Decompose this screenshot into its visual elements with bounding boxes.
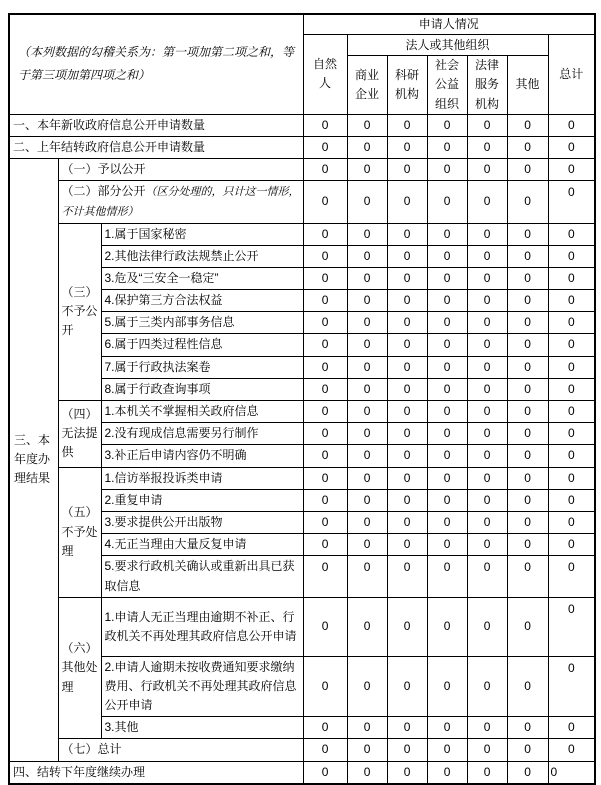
cell-value: 0 bbox=[347, 356, 387, 378]
row-label-carry-to-next-year: 四、结转下年度继续办理 bbox=[9, 761, 303, 784]
cell-value: 0 bbox=[507, 378, 548, 400]
cell-value: 0 bbox=[467, 445, 507, 467]
cell-value: 0 bbox=[347, 136, 387, 158]
cell-value: 0 bbox=[507, 334, 548, 356]
row-label-admin-inquiry: 8.属于行政查询事项 bbox=[101, 378, 303, 400]
row-label-needs-creation: 2.没有现成信息需要另行制作 bbox=[101, 423, 303, 445]
cell-value: 0 bbox=[303, 467, 347, 489]
cell-value: 0 bbox=[427, 401, 467, 423]
cell-value: 0 bbox=[427, 597, 467, 656]
cell-value: 0 bbox=[387, 534, 427, 556]
cell-value: 0 bbox=[387, 445, 427, 467]
cell-value: 0 bbox=[347, 312, 387, 334]
cell-value: 0 bbox=[303, 334, 347, 356]
cell-value: 0 bbox=[303, 556, 347, 597]
cell-value: 0 bbox=[347, 761, 387, 784]
cell-value: 0 bbox=[467, 290, 507, 312]
cell-value: 0 bbox=[387, 717, 427, 739]
cell-value: 0 bbox=[303, 511, 347, 533]
cell-value: 0 bbox=[303, 489, 347, 511]
cell-value: 0 bbox=[467, 223, 507, 245]
cell-value: 0 bbox=[387, 181, 427, 223]
cell-value: 0 bbox=[548, 136, 595, 158]
cell-value: 0 bbox=[387, 467, 427, 489]
cell-value: 0 bbox=[387, 378, 427, 400]
row-label-new-requests: 一、本年新收政府信息公开申请数量 bbox=[9, 114, 303, 136]
cell-value: 0 bbox=[427, 656, 467, 717]
cell-value: 0 bbox=[507, 159, 548, 181]
cell-value: 0 bbox=[303, 761, 347, 784]
cell-value: 0 bbox=[467, 114, 507, 136]
cell-value: 0 bbox=[507, 423, 548, 445]
cell-value: 0 bbox=[427, 717, 467, 739]
cell-value: 0 bbox=[548, 223, 595, 245]
cell-value: 0 bbox=[347, 656, 387, 717]
row-label-petition-complaint: 1.信访举报投诉类申请 bbox=[101, 467, 303, 489]
cell-value: 0 bbox=[507, 467, 548, 489]
cell-value: 0 bbox=[427, 423, 467, 445]
subsection-label-other-handling: （六）其他处理 bbox=[58, 597, 101, 739]
cell-value: 0 bbox=[387, 159, 427, 181]
row-label-internal-affairs: 5.属于三类内部事务信息 bbox=[101, 312, 303, 334]
cell-value: 0 bbox=[467, 401, 507, 423]
cell-value: 0 bbox=[467, 312, 507, 334]
cell-value: 0 bbox=[548, 267, 595, 289]
row-label-not-held: 1.本机关不掌握相关政府信息 bbox=[101, 401, 303, 423]
row-label-no-correction: 1.申请人无正当理由逾期不补正、行政机关不再处理其政府信息公开申请 bbox=[101, 597, 303, 656]
cell-value: 0 bbox=[507, 267, 548, 289]
cell-value: 0 bbox=[548, 245, 595, 267]
cell-value: 0 bbox=[507, 717, 548, 739]
cell-value: 0 bbox=[387, 114, 427, 136]
cell-value: 0 bbox=[507, 136, 548, 158]
cell-value: 0 bbox=[347, 511, 387, 533]
cell-value: 0 bbox=[387, 597, 427, 656]
cell-value: 0 bbox=[427, 511, 467, 533]
cell-value: 0 bbox=[467, 159, 507, 181]
cell-value: 0 bbox=[427, 312, 467, 334]
cell-value: 0 bbox=[347, 467, 387, 489]
cell-value: 0 bbox=[427, 267, 467, 289]
cell-value: 0 bbox=[387, 267, 427, 289]
row-label-process-info: 6.属于四类过程性信息 bbox=[101, 334, 303, 356]
cell-value: 0 bbox=[467, 761, 507, 784]
subsection-label-denied: （三）不予公开 bbox=[58, 223, 101, 401]
cell-value: 0 bbox=[507, 181, 548, 223]
cell-value: 0 bbox=[303, 159, 347, 181]
cell-value: 0 bbox=[347, 739, 387, 761]
cell-value: 0 bbox=[347, 401, 387, 423]
subsection-label-unable-provide: （四）无法提供 bbox=[58, 401, 101, 468]
cell-value: 0 bbox=[387, 290, 427, 312]
cell-value: 0 bbox=[427, 556, 467, 597]
cell-value: 0 bbox=[303, 717, 347, 739]
cell-value: 0 bbox=[303, 656, 347, 717]
cell-value: 0 bbox=[303, 401, 347, 423]
header-legal-service-org: 法律服务机构 bbox=[467, 56, 507, 115]
cell-value: 0 bbox=[467, 378, 507, 400]
header-public-welfare-org: 社会公益组织 bbox=[427, 56, 467, 115]
cell-value: 0 bbox=[507, 597, 548, 656]
cell-value: 0 bbox=[427, 739, 467, 761]
row-label-partial bbox=[58, 181, 303, 223]
cell-value: 0 bbox=[548, 656, 595, 717]
cell-value: 0 bbox=[467, 267, 507, 289]
cell-value: 0 bbox=[548, 356, 595, 378]
cell-value: 0 bbox=[303, 597, 347, 656]
cell-value: 0 bbox=[347, 181, 387, 223]
cell-value: 0 bbox=[387, 312, 427, 334]
cell-value: 0 bbox=[303, 534, 347, 556]
cell-value: 0 bbox=[507, 290, 548, 312]
cell-value: 0 bbox=[548, 717, 595, 739]
cell-value: 0 bbox=[427, 489, 467, 511]
cell-value: 0 bbox=[507, 489, 548, 511]
row-label-unpaid-fee: 2.申请人逾期未按收费通知要求缴纳费用、行政机关不再处理其政府信息公开申请 bbox=[101, 656, 303, 717]
cell-value: 0 bbox=[548, 467, 595, 489]
partial-note: （区分处理的，只计这一情形，不计其他情形） bbox=[61, 186, 300, 218]
cell-value: 0 bbox=[427, 159, 467, 181]
cell-value: 0 bbox=[303, 223, 347, 245]
row-label-other-law-prohibited: 2.其他法律行政法规禁止公开 bbox=[101, 245, 303, 267]
cell-value: 0 bbox=[467, 423, 507, 445]
cell-value: 0 bbox=[427, 467, 467, 489]
cell-value: 0 bbox=[467, 245, 507, 267]
cell-value: 0 bbox=[347, 378, 387, 400]
page bbox=[0, 13, 601, 779]
cell-value: 0 bbox=[347, 159, 387, 181]
cell-value: 0 bbox=[548, 489, 595, 511]
section-label-results: 三、本年度办理结果 bbox=[9, 159, 58, 762]
cell-value: 0 bbox=[467, 534, 507, 556]
cell-value: 0 bbox=[548, 401, 595, 423]
cell-value: 0 bbox=[548, 334, 595, 356]
cell-value: 0 bbox=[548, 181, 595, 223]
cell-value: 0 bbox=[387, 401, 427, 423]
cell-value: 0 bbox=[303, 312, 347, 334]
cell-value: 0 bbox=[548, 312, 595, 334]
cell-value: 0 bbox=[347, 445, 387, 467]
cell-value: 0 bbox=[303, 378, 347, 400]
cell-value: 0 bbox=[548, 290, 595, 312]
cell-value: 0 bbox=[347, 489, 387, 511]
cell-value: 0 bbox=[303, 445, 347, 467]
cell-value: 0 bbox=[347, 290, 387, 312]
cell-value: 0 bbox=[303, 423, 347, 445]
cell-value: 0 bbox=[507, 445, 548, 467]
relation-note: （本列数据的勾稽关系为：第一项加第二项之和，等于第三项加第四项之和） bbox=[9, 14, 303, 114]
cell-value: 0 bbox=[467, 181, 507, 223]
cell-value: 0 bbox=[303, 739, 347, 761]
cell-value: 0 bbox=[387, 334, 427, 356]
cell-value: 0 bbox=[427, 290, 467, 312]
statistics-table bbox=[8, 13, 596, 785]
subsection-label-not-processed: （五）不予处理 bbox=[58, 467, 101, 597]
cell-value: 0 bbox=[427, 356, 467, 378]
cell-value: 0 bbox=[387, 511, 427, 533]
cell-value: 0 bbox=[467, 467, 507, 489]
cell-value: 0 bbox=[347, 114, 387, 136]
cell-value: 0 bbox=[347, 423, 387, 445]
cell-value: 0 bbox=[347, 534, 387, 556]
cell-value: 0 bbox=[548, 114, 595, 136]
cell-value: 0 bbox=[303, 114, 347, 136]
row-label-state-secret: 1.属于国家秘密 bbox=[101, 223, 303, 245]
cell-value: 0 bbox=[548, 597, 595, 656]
row-label-reconfirm-info: 5.要求行政机关确认或重新出具已获取信息 bbox=[101, 556, 303, 597]
cell-value: 0 bbox=[347, 223, 387, 245]
cell-value: 0 bbox=[548, 511, 595, 533]
cell-value: 0 bbox=[467, 739, 507, 761]
cell-value: 0 bbox=[548, 423, 595, 445]
cell-value: 0 bbox=[387, 739, 427, 761]
cell-value: 0 bbox=[548, 534, 595, 556]
cell-value: 0 bbox=[507, 114, 548, 136]
row-label-carried-over-requests: 二、上年结转政府信息公开申请数量 bbox=[9, 136, 303, 158]
cell-value: 0 bbox=[548, 159, 595, 181]
cell-value: 0 bbox=[387, 489, 427, 511]
cell-value: 0 bbox=[347, 556, 387, 597]
cell-value: 0 bbox=[467, 136, 507, 158]
cell-value: 0 bbox=[427, 378, 467, 400]
cell-value: 0 bbox=[387, 656, 427, 717]
cell-value: 0 bbox=[507, 761, 548, 784]
partial-label: （二）部分公开 bbox=[61, 184, 146, 199]
cell-value: 0 bbox=[507, 656, 548, 717]
cell-value: 0 bbox=[507, 312, 548, 334]
cell-value: 0 bbox=[387, 223, 427, 245]
row-label-repeat-request: 2.重复申请 bbox=[101, 489, 303, 511]
cell-value: 0 bbox=[467, 334, 507, 356]
cell-value: 0 bbox=[507, 556, 548, 597]
cell-value: 0 bbox=[507, 739, 548, 761]
cell-value: 0 bbox=[427, 136, 467, 158]
cell-value: 0 bbox=[507, 245, 548, 267]
header-applicant-situation: 申请人情况 bbox=[303, 14, 595, 35]
cell-value: 0 bbox=[347, 267, 387, 289]
cell-value: 0 bbox=[507, 356, 548, 378]
cell-value: 0 bbox=[427, 114, 467, 136]
cell-value: 0 bbox=[548, 378, 595, 400]
cell-value: 0 bbox=[427, 534, 467, 556]
header-natural-person: 自然人 bbox=[303, 35, 347, 115]
cell-value: 0 bbox=[467, 511, 507, 533]
cell-value: 0 bbox=[548, 556, 595, 597]
cell-value: 0 bbox=[548, 761, 595, 784]
cell-value: 0 bbox=[467, 717, 507, 739]
row-label-endanger-security: 3.危及“三安全一稳定” bbox=[101, 267, 303, 289]
cell-value: 0 bbox=[467, 556, 507, 597]
cell-value: 0 bbox=[507, 534, 548, 556]
cell-value: 0 bbox=[427, 181, 467, 223]
cell-value: 0 bbox=[548, 739, 595, 761]
row-label-other: 3.其他 bbox=[101, 717, 303, 739]
header-other-org: 其他 bbox=[507, 56, 548, 115]
cell-value: 0 bbox=[387, 136, 427, 158]
cell-value: 0 bbox=[427, 245, 467, 267]
header-total: 总计 bbox=[548, 35, 595, 115]
cell-value: 0 bbox=[427, 761, 467, 784]
cell-value: 0 bbox=[507, 511, 548, 533]
cell-value: 0 bbox=[347, 597, 387, 656]
cell-value: 0 bbox=[303, 290, 347, 312]
row-label-enforcement-files: 7.属于行政执法案卷 bbox=[101, 356, 303, 378]
cell-value: 0 bbox=[467, 356, 507, 378]
header-legal-org: 法人或其他组织 bbox=[347, 35, 548, 56]
cell-value: 0 bbox=[387, 423, 427, 445]
row-label-mass-repeated: 4.无正当理由大量反复申请 bbox=[101, 534, 303, 556]
cell-value: 0 bbox=[347, 717, 387, 739]
cell-value: 0 bbox=[387, 556, 427, 597]
cell-value: 0 bbox=[427, 334, 467, 356]
row-label-third-party-rights: 4.保护第三方合法权益 bbox=[101, 290, 303, 312]
cell-value: 0 bbox=[303, 181, 347, 223]
cell-value: 0 bbox=[303, 267, 347, 289]
cell-value: 0 bbox=[507, 401, 548, 423]
cell-value: 0 bbox=[467, 597, 507, 656]
header-research-institution: 科研机构 bbox=[387, 56, 427, 115]
cell-value: 0 bbox=[427, 223, 467, 245]
cell-value: 0 bbox=[387, 761, 427, 784]
cell-value: 0 bbox=[387, 356, 427, 378]
row-label-granted: （一）予以公开 bbox=[58, 159, 303, 181]
cell-value: 0 bbox=[303, 356, 347, 378]
header-commercial-enterprise: 商业企业 bbox=[347, 56, 387, 115]
cell-value: 0 bbox=[303, 136, 347, 158]
cell-value: 0 bbox=[548, 445, 595, 467]
row-label-still-unclear: 3.补正后申请内容仍不明确 bbox=[101, 445, 303, 467]
row-label-subtotal: （七）总计 bbox=[58, 739, 303, 761]
cell-value: 0 bbox=[467, 656, 507, 717]
cell-value: 0 bbox=[347, 245, 387, 267]
cell-value: 0 bbox=[347, 334, 387, 356]
cell-value: 0 bbox=[303, 245, 347, 267]
cell-value: 0 bbox=[467, 489, 507, 511]
cell-value: 0 bbox=[387, 245, 427, 267]
cell-value: 0 bbox=[427, 445, 467, 467]
row-label-publications: 3.要求提供公开出版物 bbox=[101, 511, 303, 533]
cell-value: 0 bbox=[507, 223, 548, 245]
